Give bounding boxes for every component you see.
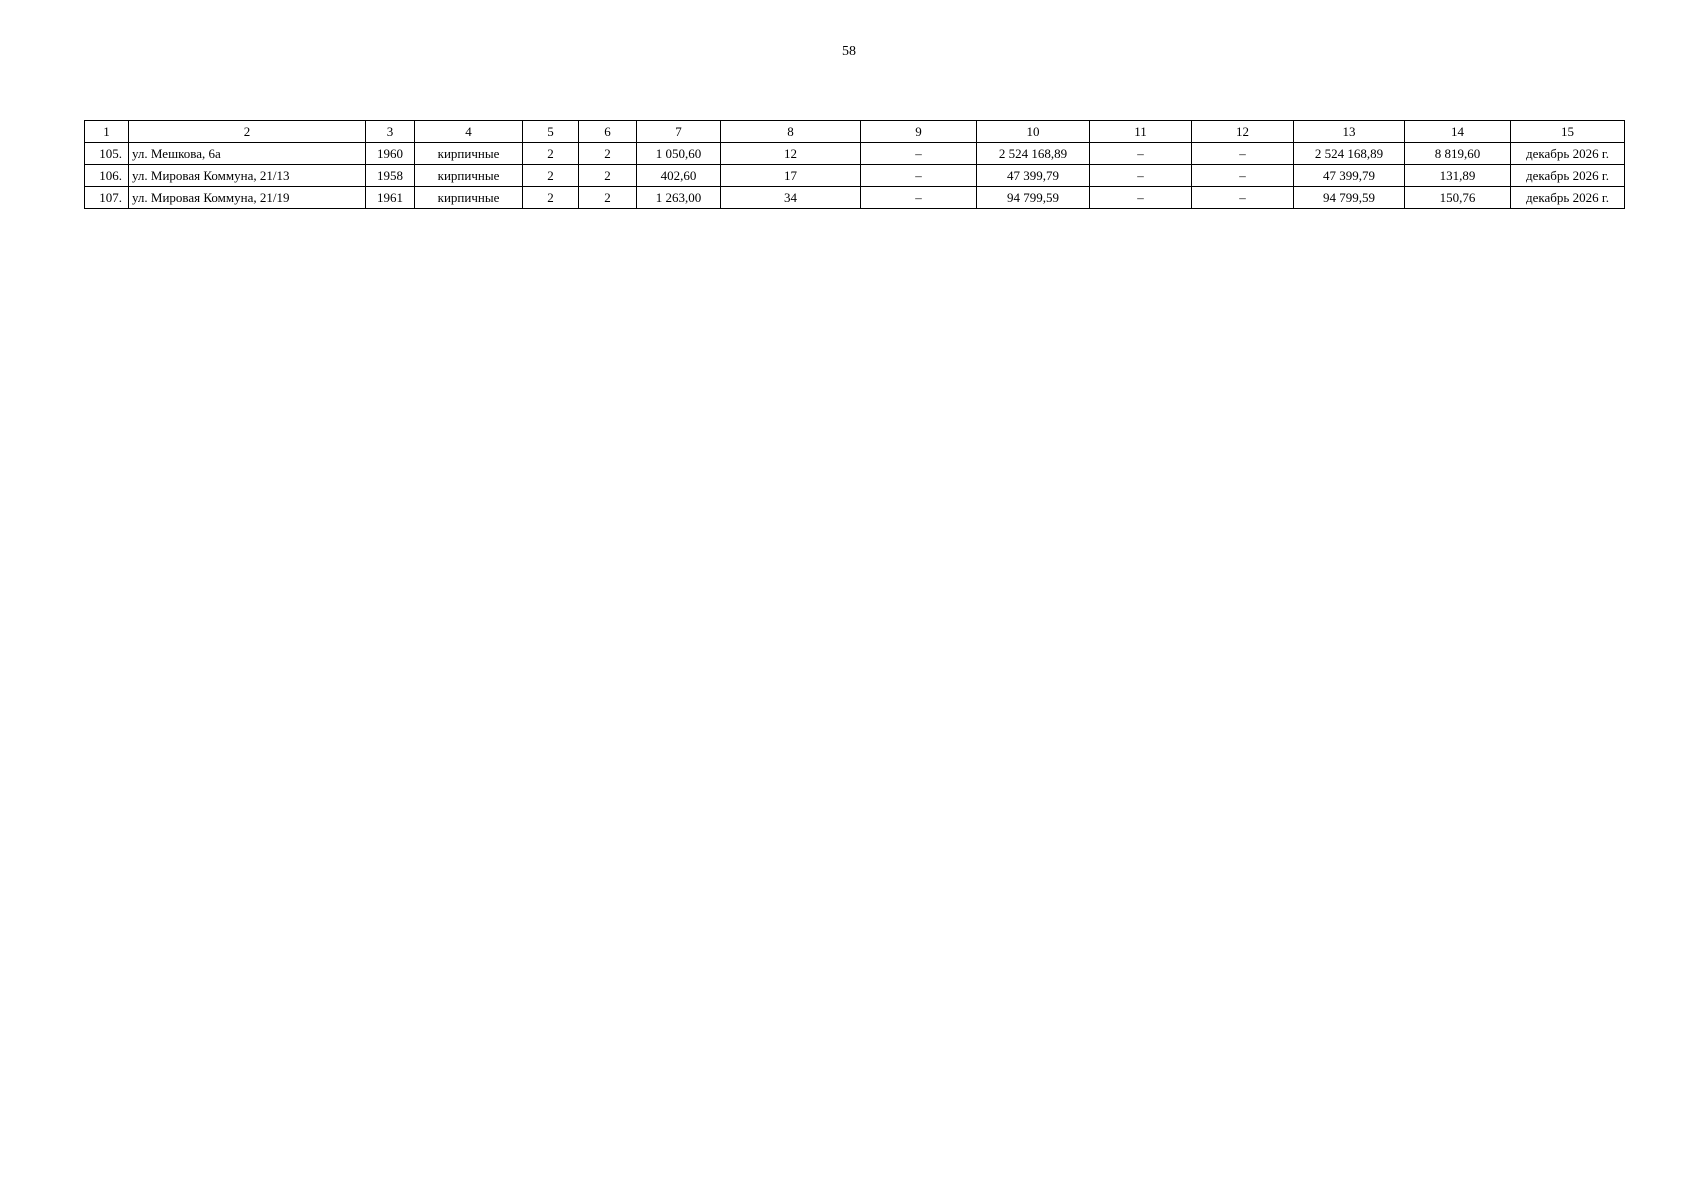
column-header-10: 10: [977, 121, 1090, 143]
column-header-13: 13: [1294, 121, 1405, 143]
table-cell: 105.: [85, 143, 129, 165]
table-cell: кирпичные: [415, 143, 523, 165]
housing-table: [84, 120, 1625, 209]
table-row: [85, 165, 1625, 187]
table-cell: 12: [721, 143, 861, 165]
column-header-5: 5: [523, 121, 579, 143]
column-header-15: 15: [1511, 121, 1625, 143]
page-number: 58: [842, 44, 856, 59]
table-cell: 47 399,79: [1294, 165, 1405, 187]
table-cell: 47 399,79: [977, 165, 1090, 187]
table-cell: 2: [523, 143, 579, 165]
column-header-2: 2: [129, 121, 366, 143]
column-header-14: 14: [1405, 121, 1511, 143]
table-cell: 2: [523, 165, 579, 187]
table-cell: –: [1192, 165, 1294, 187]
table-row: [85, 187, 1625, 209]
table-cell: декабрь 2026 г.: [1511, 143, 1625, 165]
column-header-9: 9: [861, 121, 977, 143]
table-cell: 2 524 168,89: [977, 143, 1090, 165]
table-cell: –: [1090, 187, 1192, 209]
table-cell: 1958: [366, 165, 415, 187]
table-cell: 34: [721, 187, 861, 209]
table-cell: кирпичные: [415, 165, 523, 187]
table-cell: 94 799,59: [1294, 187, 1405, 209]
table-cell: 2: [579, 143, 637, 165]
column-header-1: 1: [85, 121, 129, 143]
table-cell: –: [1090, 143, 1192, 165]
table-cell: 1960: [366, 143, 415, 165]
column-header-4: 4: [415, 121, 523, 143]
column-header-7: 7: [637, 121, 721, 143]
table-cell: –: [861, 165, 977, 187]
table-cell: ул. Мировая Коммуна, 21/13: [129, 165, 366, 187]
table-cell: 106.: [85, 165, 129, 187]
table-cell: 1 263,00: [637, 187, 721, 209]
table-cell: 1 050,60: [637, 143, 721, 165]
column-header-3: 3: [366, 121, 415, 143]
table-cell: 131,89: [1405, 165, 1511, 187]
table-cell: 2: [579, 187, 637, 209]
column-header-6: 6: [579, 121, 637, 143]
header-row: [85, 121, 1625, 143]
table-cell: 8 819,60: [1405, 143, 1511, 165]
table-cell: 2: [579, 165, 637, 187]
table-cell: 107.: [85, 187, 129, 209]
table-cell: 94 799,59: [977, 187, 1090, 209]
table-row: [85, 143, 1625, 165]
table-cell: 2 524 168,89: [1294, 143, 1405, 165]
table-cell: ул. Мешкова, 6а: [129, 143, 366, 165]
table-cell: –: [1192, 143, 1294, 165]
table-cell: 402,60: [637, 165, 721, 187]
table-cell: ул. Мировая Коммуна, 21/19: [129, 187, 366, 209]
table-cell: декабрь 2026 г.: [1511, 165, 1625, 187]
column-header-12: 12: [1192, 121, 1294, 143]
table-cell: декабрь 2026 г.: [1511, 187, 1625, 209]
table-cell: 150,76: [1405, 187, 1511, 209]
column-header-11: 11: [1090, 121, 1192, 143]
table-cell: 2: [523, 187, 579, 209]
table-cell: 17: [721, 165, 861, 187]
table-cell: 1961: [366, 187, 415, 209]
table-cell: –: [1090, 165, 1192, 187]
table-cell: кирпичные: [415, 187, 523, 209]
table-cell: –: [1192, 187, 1294, 209]
table-cell: –: [861, 143, 977, 165]
table-cell: –: [861, 187, 977, 209]
column-header-8: 8: [721, 121, 861, 143]
